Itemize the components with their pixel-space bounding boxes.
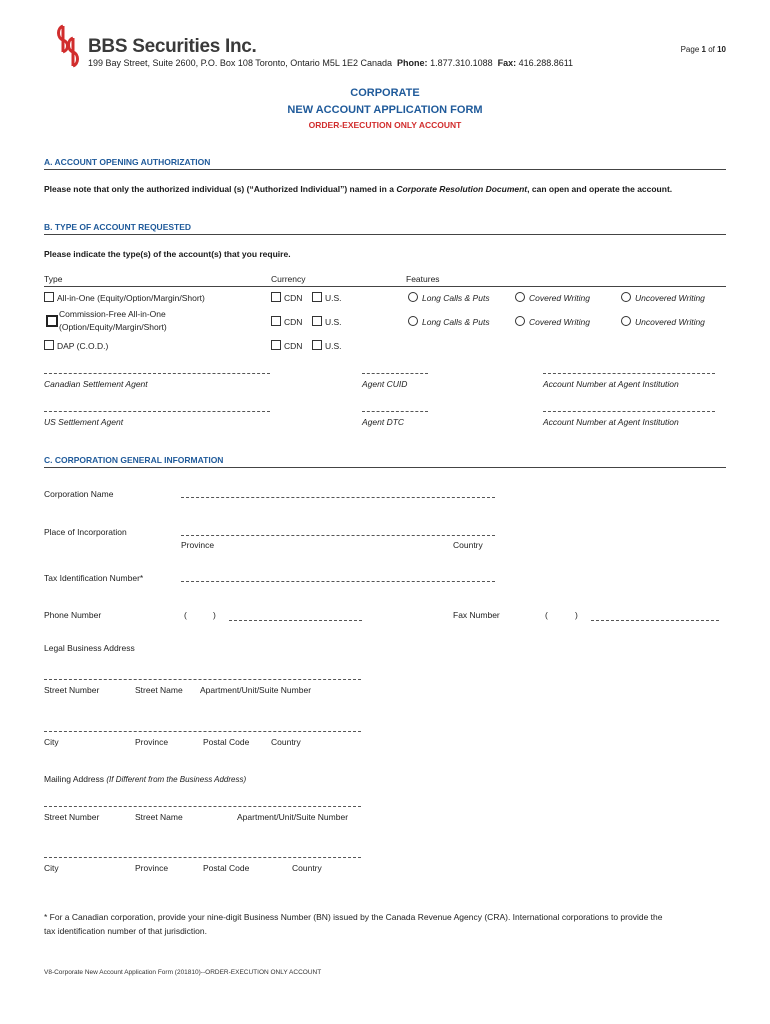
canadian-agent-field[interactable]	[44, 373, 270, 374]
cdn-label: CDN	[284, 293, 303, 303]
phone-number-field[interactable]	[229, 620, 362, 621]
form-title-line2: NEW ACCOUNT APPLICATION FORM	[287, 104, 483, 116]
feature-label: Uncovered Writing	[635, 317, 705, 327]
currency-us-2[interactable]	[312, 316, 342, 327]
section-c-divider	[44, 467, 726, 468]
feature-covered-1[interactable]	[515, 292, 590, 303]
feature-uncovered-1[interactable]	[621, 292, 705, 303]
type-label: DAP (C.O.D.)	[57, 341, 109, 351]
checkbox[interactable]	[312, 292, 322, 302]
feature-label: Covered Writing	[529, 317, 590, 327]
currency-cdn-3[interactable]	[271, 340, 302, 351]
checkbox[interactable]	[44, 340, 54, 350]
note-post: , can open and operate the account.	[527, 184, 673, 194]
feature-label: Covered Writing	[529, 293, 590, 303]
legal-street-field[interactable]	[44, 679, 361, 680]
mailing-country-label: Country	[292, 863, 322, 873]
radio-icon[interactable]	[408, 316, 418, 326]
type-label-a: Commission-Free All-in-One	[59, 309, 166, 319]
table-header-rule	[44, 286, 726, 287]
legal-street-name-label: Street Name	[135, 685, 183, 695]
section-b-note: Please indicate the type(s) of the account(s) that you require.	[44, 249, 291, 259]
radio-icon[interactable]	[621, 316, 631, 326]
radio-icon[interactable]	[515, 292, 525, 302]
acct-number-us-field[interactable]	[543, 411, 715, 412]
footnote-line1: * For a Canadian corporation, provide your nine-digit Business Number (BN) issued by the Canada Revenue Agency (CRA). International corporations to provide the	[44, 912, 663, 922]
acct-number-cdn-label: Account Number at Agent Institution	[543, 379, 679, 389]
page-prefix: Page	[680, 45, 700, 54]
canadian-agent-label: Canadian Settlement Agent	[44, 379, 148, 389]
account-type-row-allinone[interactable]	[44, 292, 205, 303]
section-c-heading: C. CORPORATION GENERAL INFORMATION	[44, 455, 224, 465]
us-agent-label: US Settlement Agent	[44, 417, 124, 427]
place-province-label: Province	[181, 540, 215, 550]
checkbox[interactable]	[312, 316, 322, 326]
feature-covered-2[interactable]	[515, 316, 590, 327]
place-country-label: Country	[453, 540, 483, 550]
corp-name-label: Corporation Name	[44, 489, 114, 499]
currency-cdn-1[interactable]	[271, 292, 302, 303]
mailing-label-text: Mailing Address	[44, 774, 105, 784]
radio-icon[interactable]	[408, 292, 418, 302]
feature-label: Long Calls & Puts	[422, 317, 490, 327]
tax-id-label: Tax Identification Number*	[44, 573, 144, 583]
mailing-street-number-label: Street Number	[44, 812, 100, 822]
mailing-apt-label: Apartment/Unit/Suite Number	[237, 812, 349, 822]
note-pre: Please note that only the authorized individual (s) (“Authorized Individual”) named in a	[44, 184, 394, 194]
mailing-address-label	[44, 774, 246, 784]
us-label: U.S.	[325, 317, 342, 327]
checkbox[interactable]	[44, 292, 54, 302]
mailing-note: (If Different from the Business Address)	[106, 775, 247, 784]
feature-uncovered-2[interactable]	[621, 316, 705, 327]
company-name: BBS Securities Inc.	[88, 36, 257, 57]
section-a-heading: A. ACCOUNT OPENING AUTHORIZATION	[44, 157, 211, 167]
acct-number-us-label: Account Number at Agent Institution	[543, 417, 679, 427]
currency-us-1[interactable]	[312, 292, 342, 303]
acct-number-cdn-field[interactable]	[543, 373, 715, 374]
checkbox-commission-free[interactable]	[46, 315, 58, 327]
col-type-header: Type	[44, 274, 63, 284]
currency-us-3[interactable]	[312, 340, 342, 351]
page-current: 1	[701, 45, 706, 54]
col-currency-header: Currency	[271, 274, 306, 284]
fax-paren-close: )	[575, 610, 578, 620]
agent-cuid-label: Agent CUID	[362, 379, 408, 389]
phone-paren-open: (	[184, 610, 187, 620]
checkbox[interactable]	[312, 340, 322, 350]
company-fax: 416.288.8611	[518, 58, 574, 68]
section-b-divider	[44, 234, 726, 235]
page-total: 10	[717, 45, 726, 54]
mailing-street-name-label: Street Name	[135, 812, 183, 822]
feature-long-calls-2[interactable]	[408, 316, 490, 327]
us-label: U.S.	[325, 293, 342, 303]
feature-label: Uncovered Writing	[635, 293, 705, 303]
feature-label: Long Calls & Puts	[422, 293, 490, 303]
type-label: All-in-One (Equity/Option/Margin/Short)	[57, 293, 205, 303]
place-inc-field[interactable]	[181, 535, 495, 536]
legal-address-label: Legal Business Address	[44, 643, 135, 653]
currency-cdn-2[interactable]	[271, 316, 302, 327]
us-label: U.S.	[325, 341, 342, 351]
section-b-heading: B. TYPE OF ACCOUNT REQUESTED	[44, 222, 192, 232]
mailing-province-label: Province	[135, 863, 169, 873]
place-inc-label: Place of Incorporation	[44, 527, 127, 537]
us-agent-field[interactable]	[44, 411, 270, 412]
note-italic: Corporate Resolution Document	[396, 184, 528, 194]
bbs-logo-icon	[55, 24, 85, 68]
page-of: of	[708, 45, 715, 54]
corp-name-field[interactable]	[181, 497, 495, 498]
type-label-b: (Option/Equity/Margin/Short)	[59, 322, 167, 332]
company-address: 199 Bay Street, Suite 2600, P.O. Box 108 Toronto, Ontario M5L 1E2 Canada	[88, 58, 393, 68]
fax-label: Fax:	[497, 58, 517, 68]
agent-dtc-field[interactable]	[362, 411, 428, 412]
cdn-label: CDN	[284, 341, 303, 351]
form-subtitle: ORDER-EXECUTION ONLY ACCOUNT	[308, 120, 462, 130]
company-phone: 1.877.310.1088	[430, 58, 493, 68]
checkbox[interactable]	[271, 316, 281, 326]
agent-cuid-field[interactable]	[362, 373, 428, 374]
radio-icon[interactable]	[515, 316, 525, 326]
legal-country-label: Country	[271, 737, 301, 747]
section-a-note	[44, 184, 672, 194]
legal-city-field[interactable]	[44, 731, 361, 732]
legal-province-label: Province	[135, 737, 169, 747]
fax-number-label: Fax Number	[453, 610, 500, 620]
cdn-label: CDN	[284, 317, 303, 327]
legal-apt-label: Apartment/Unit/Suite Number	[200, 685, 312, 695]
tax-id-field[interactable]	[181, 581, 495, 582]
legal-city-label: City	[44, 737, 59, 747]
fax-paren-open: (	[545, 610, 548, 620]
mailing-city-field[interactable]	[44, 857, 361, 858]
checkbox[interactable]	[271, 340, 281, 350]
page-number	[681, 45, 726, 54]
mailing-city-label: City	[44, 863, 59, 873]
page-footer: V8-Corporate New Account Application Form (201810)--ORDER-EXECUTION ONLY ACCOUNT	[44, 969, 322, 976]
section-a-divider	[44, 169, 726, 170]
legal-street-number-label: Street Number	[44, 685, 100, 695]
company-address-line	[88, 58, 573, 68]
mailing-street-field[interactable]	[44, 806, 361, 807]
footnote-line2: tax identification number of that jurisdiction.	[44, 926, 208, 936]
mailing-postal-label: Postal Code	[203, 863, 250, 873]
radio-icon[interactable]	[621, 292, 631, 302]
legal-postal-label: Postal Code	[203, 737, 250, 747]
account-type-row-commission-free	[59, 308, 167, 334]
col-features-header: Features	[406, 274, 440, 284]
phone-number-label: Phone Number	[44, 610, 102, 620]
phone-label: Phone:	[397, 58, 428, 68]
form-title-line1: CORPORATE	[350, 87, 420, 99]
feature-long-calls-1[interactable]	[408, 292, 490, 303]
checkbox[interactable]	[271, 292, 281, 302]
phone-paren-close: )	[213, 610, 216, 620]
account-type-row-dap[interactable]	[44, 340, 108, 351]
fax-number-field[interactable]	[591, 620, 719, 621]
agent-dtc-label: Agent DTC	[362, 417, 405, 427]
